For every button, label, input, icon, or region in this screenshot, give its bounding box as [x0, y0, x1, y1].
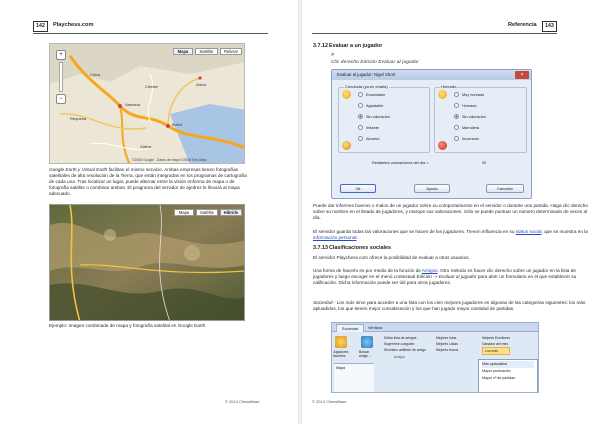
los-mas-button[interactable]: Los más: [482, 347, 510, 355]
town-label: Cheste: [145, 84, 158, 89]
bullet-icon: »: [331, 52, 335, 58]
option-label: Marrullera: [462, 125, 480, 130]
option-label: Honrado: [462, 103, 477, 108]
angry-face-icon: [342, 141, 351, 150]
group-label: Conducta (ya en charla): [345, 84, 388, 89]
radio-icon[interactable]: [454, 92, 459, 97]
text: Una forma de hacerlo es por medio de la función de: [313, 268, 422, 273]
menu-path-inline: Edición -> Evaluar al jugador: [416, 274, 477, 280]
section-number: 3.7.12: [313, 43, 328, 49]
ribbon-item[interactable]: Mejores trozos: [436, 348, 459, 352]
text: .: [356, 235, 358, 241]
paragraph-social-2: [313, 268, 588, 286]
close-icon[interactable]: ×: [515, 71, 529, 79]
menu-item[interactable]: Más aplaudidos: [482, 361, 534, 368]
radio-irritante[interactable]: [358, 125, 379, 130]
radio-sin-valoracion-right[interactable]: [454, 114, 486, 119]
text: para abrir un formulario en el que establecer su calificación. Dicha información puede ser útil para otros jugadores.: [313, 274, 577, 286]
sidebar-label: Mapa: [336, 366, 345, 370]
zoom-out-icon[interactable]: −: [56, 94, 66, 104]
caption-1-programs: Google Earth y Virtual Earth: [49, 167, 108, 172]
ribbon-screenshot: [331, 322, 539, 393]
los-mas-menu: [478, 359, 538, 393]
radio-agradable[interactable]: [358, 103, 383, 108]
option-label: Irritante: [366, 125, 379, 130]
radio-abusivo[interactable]: [358, 136, 380, 141]
option-label: Sin valoración: [366, 114, 390, 119]
satellite-drawing: [50, 205, 245, 321]
map-tab-mapa[interactable]: Mapa: [173, 48, 193, 55]
section-heading-3713: [313, 245, 391, 251]
radio-incorrecto[interactable]: [454, 136, 479, 141]
map-tab-relieve[interactable]: Relieve: [220, 48, 242, 55]
evaluate-player-dialog: [331, 69, 532, 199]
section-title: Evaluar a un jugador: [329, 43, 383, 49]
caption-2: Ejemplo: Imagen combinada de mapa y fotografía satelital en Google Earth: [49, 323, 206, 328]
page-number-left: 142: [33, 21, 48, 32]
cancel-button[interactable]: Cancelar: [486, 184, 524, 193]
menu-path-inline: Sociedad - Los más: [313, 300, 355, 305]
ribbon-tab-ventana[interactable]: Ventana: [368, 325, 383, 330]
remaining-value: 20: [482, 160, 487, 165]
option-label: Sin valoración: [462, 114, 486, 119]
header-rule: [312, 33, 557, 34]
ribbon-item[interactable]: Sinónimo anfitrión de amigo: [384, 348, 427, 352]
ribbon-group-writers: [482, 335, 510, 355]
section-title: Clasificaciones sociales: [329, 245, 392, 251]
ribbon-item[interactable]: Mejores fotos: [436, 336, 457, 340]
paragraph-rating-1: Puede dar informes buenos o malos de un jugador sobre su comportamiento en el servidor o durante una partida. Haga clic derecho sobre su nombre en el listado de jugadores, y marque sus valoraciones. Sólo se puede puntuar un número determinado de veces al día.: [313, 203, 588, 221]
radio-icon[interactable]: [358, 92, 363, 97]
radio-muy-honrado[interactable]: [454, 92, 484, 97]
find-friend-icon[interactable]: [361, 336, 373, 348]
ribbon-group-best: [436, 335, 458, 353]
link-status-social[interactable]: status social: [515, 229, 542, 234]
group-label: Honrado: [441, 84, 457, 89]
favorites-icon[interactable]: [335, 336, 347, 348]
ribbon-tab-sociedad[interactable]: Sociedad: [336, 324, 364, 332]
town-label: Xàtiva: [140, 144, 152, 149]
ribbon-item[interactable]: Sugerirme a alguien: [384, 342, 415, 346]
town-label: Chiva: [90, 72, 101, 77]
radio-icon[interactable]: [358, 103, 363, 108]
radio-icon[interactable]: [454, 125, 459, 130]
menu-item[interactable]: Mayor nº de partidas: [482, 376, 516, 380]
left-page: [0, 0, 298, 424]
paragraph-rating-2: [313, 229, 588, 241]
header-title: Referencia: [508, 22, 537, 28]
footer-right: © 2014 ChessBase: [312, 399, 347, 404]
radio-icon[interactable]: [454, 136, 459, 141]
town-label: Buñol: [172, 122, 183, 127]
town-label: Alzira: [196, 82, 207, 87]
map-copyright: ©2008 Google - Datos de mapa ©2008 Tele Atlas: [132, 158, 207, 162]
zoom-in-icon[interactable]: +: [56, 50, 66, 60]
paragraph-social-1: El servidor Playchess.com ofrece la posibilidad de evaluar a otros usuarios.: [313, 255, 470, 260]
text: . Otro método es hacer clic derecho sobre un jugador en la lista de jugadores y luego escoger en el menú contextual: [313, 268, 576, 280]
radio-honrado[interactable]: [454, 103, 477, 108]
halo-face-icon: [438, 90, 447, 99]
link-informacion-personal[interactable]: información personal: [313, 235, 357, 241]
header-site: Playchess.com: [53, 22, 94, 28]
page-number-right: 143: [542, 21, 557, 32]
radio-icon[interactable]: [454, 114, 459, 119]
menu-item[interactable]: Mayor puntuación: [482, 369, 511, 373]
map-zoom-control[interactable]: [55, 50, 67, 106]
ribbon-item[interactable]: Mejores Listas: [436, 342, 458, 346]
ok-button[interactable]: Ok: [340, 184, 376, 193]
caption-1-text: facilitan el mismo servicio. Ambas empresas tienen fotografías satelitales de alta resolución de la Tierra, que están integradas en los programas de cartografía de cada una. Tras localizar un lugar, puede alternar entre la visión enforma de mapa o de fotografía satélite o combinar ambas. El programa del servidor de ajedrez le llevará al mapa adecuado.: [49, 167, 247, 197]
link-amigos[interactable]: Amigos: [421, 268, 438, 273]
ribbon-sidebar: [334, 363, 374, 393]
smile-face-icon: [342, 90, 351, 99]
option-label: Abusivo: [366, 136, 380, 141]
option-label: Encantador: [366, 92, 386, 97]
favorites-button[interactable]: Jugadores favoritos: [333, 350, 349, 358]
ribbon-group-label: Amigos: [394, 355, 405, 359]
radio-icon[interactable]: [358, 114, 363, 119]
ribbon-item[interactable]: Editar lista de amigos: [384, 336, 417, 340]
ribbon-group-friends: [384, 335, 426, 353]
header-rule: [33, 33, 268, 34]
dialog-title: Evaluar al jugador: Nigel Short: [332, 70, 531, 80]
radio-icon[interactable]: [454, 103, 459, 108]
sat-tab-mapa[interactable]: Mapa: [174, 209, 194, 216]
text: sirve para acceder a una lista con los cien mejores jugadores en algunas de las categorías siguientes: los más apluadidos, los que tienen mejor consideración y los que han jugado mayor cantidad de partidas.: [313, 300, 586, 312]
footer-left: © 2014 ChessBase: [225, 399, 260, 404]
paragraph-social-3: [313, 300, 588, 312]
radio-sin-valoracion-left[interactable]: [358, 114, 390, 119]
help-button[interactable]: Ayuda: [414, 184, 450, 193]
caption-1: [49, 167, 249, 197]
remaining-label: Restantes valoraciones del día =: [372, 160, 429, 165]
town-label: Requena: [70, 116, 87, 121]
section-number: 3.7.13: [313, 245, 328, 251]
radio-icon[interactable]: [358, 125, 363, 130]
satellite-figure: [49, 204, 245, 321]
radio-marrullera[interactable]: [454, 125, 479, 130]
text: , que se muestra en la: [541, 229, 588, 234]
option-label: Muy honrado: [462, 92, 485, 97]
sat-tab-hibrido[interactable]: Híbrido: [220, 209, 242, 216]
map-tab-satelite[interactable]: Satélite: [195, 48, 218, 55]
ribbon-item[interactable]: Mejores Escritores: [482, 336, 511, 340]
option-label: Agradable: [366, 103, 384, 108]
sat-tab-satelite[interactable]: Satélite: [196, 209, 218, 216]
option-label: Incorrecto: [462, 136, 479, 141]
town-label: Valencia: [125, 102, 141, 107]
devil-face-icon: [438, 141, 447, 150]
menu-path: Clic derecho Edición Evaluar al jugador: [331, 59, 419, 64]
ribbon-item[interactable]: Ganador del mes: [482, 342, 509, 346]
zoom-slider[interactable]: [59, 62, 63, 92]
section-heading-3712: [313, 43, 382, 49]
radio-icon[interactable]: [358, 136, 363, 141]
radio-encantador[interactable]: [358, 92, 385, 97]
text: El servidor guarda todas las valoraciones que se hacen de los jugadores. Tienen influencia en su: [313, 229, 516, 234]
map-figure: [49, 43, 245, 164]
find-friend-button[interactable]: Buscar amigo...: [359, 350, 371, 358]
